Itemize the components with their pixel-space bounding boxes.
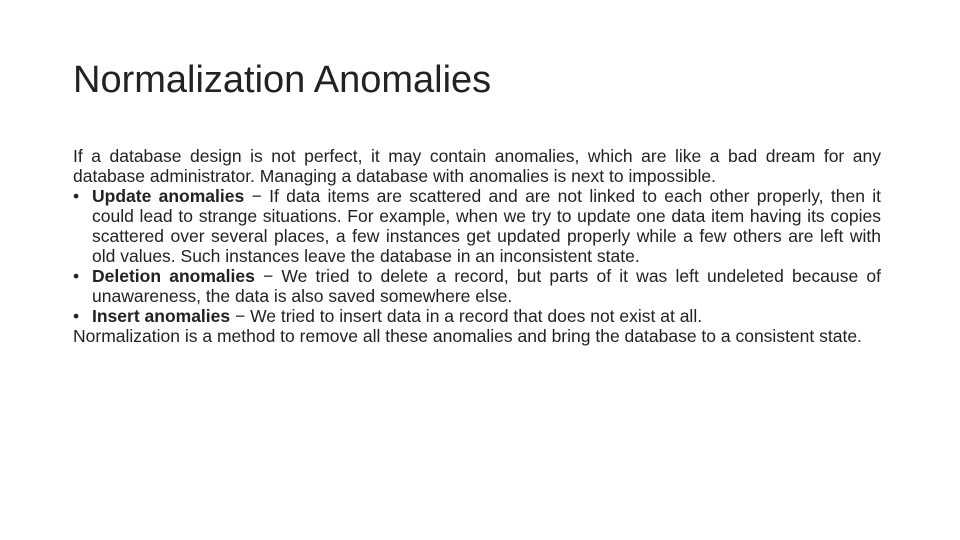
bullet-term: Update anomalies [92, 186, 245, 206]
bullet-insert-anomalies [73, 306, 881, 326]
bullet-deletion-anomalies [73, 266, 881, 306]
bullet-dot-icon: • [73, 186, 80, 206]
bullet-text: − We tried to delete a record, but parts of it was left undeleted because of unawareness, the data is also saved somewhere else. [92, 266, 881, 306]
intro-paragraph: If a database design is not perfect, it may contain anomalies, which are like a bad dream for any database administrator. Managing a database with anomalies is next to impossible. [73, 146, 881, 186]
conclusion-paragraph: Normalization is a method to remove all these anomalies and bring the database to a consistent state. [73, 326, 862, 346]
bullet-text: − We tried to insert data in a record that does not exist at all. [230, 306, 703, 326]
bullet-text: − If data items are scattered and are not linked to each other properly, then it could lead to strange situations. For example, when we try to update one data item having its copies scattered over several places, a few instances get updated properly while a few others are left with old values. Such instances leave the database in an inconsistent state. [92, 186, 881, 266]
bullet-dot-icon: • [73, 306, 80, 326]
bullet-term: Deletion anomalies [92, 266, 255, 286]
slide-body [73, 146, 881, 346]
bullet-term: Insert anomalies [92, 306, 231, 326]
bullet-dot-icon: • [73, 266, 80, 286]
bullet-update-anomalies [73, 186, 881, 266]
slide-title: Normalization Anomalies [73, 59, 492, 101]
